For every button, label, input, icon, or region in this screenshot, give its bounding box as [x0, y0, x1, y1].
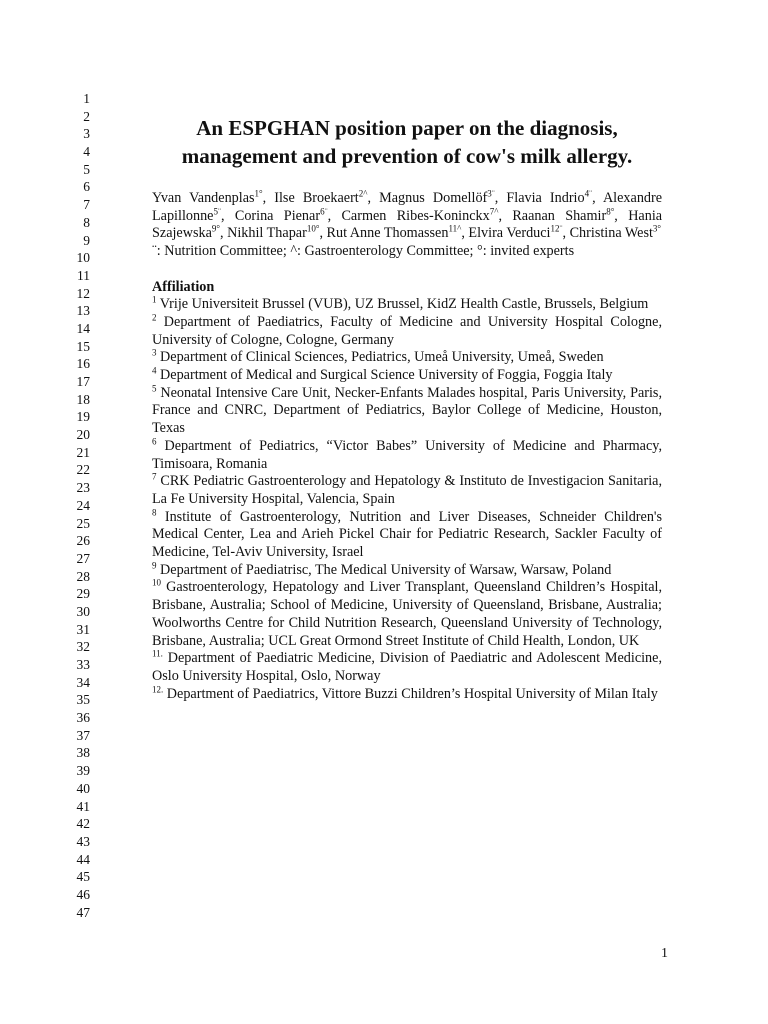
affiliation-number: 5 [152, 382, 157, 393]
affiliation-text: Vrije Universiteit Brussel (VUB), UZ Brussel, KidZ Health Castle, Brussels, Belgium [156, 296, 649, 313]
author-separator: , [494, 190, 507, 206]
affiliation-item [152, 579, 662, 650]
affiliation-item [152, 650, 662, 685]
line-number: 18 [76, 391, 90, 407]
author-separator: , [498, 207, 513, 224]
authors-paragraph [152, 190, 662, 243]
affiliation-heading: Affiliation [152, 278, 215, 295]
line-number: 34 [76, 674, 90, 690]
title-line-2: management and prevention of cow's milk allergy. [181, 144, 633, 168]
author-affiliation-mark: 6¨ [320, 205, 328, 216]
affiliation-text: Department of Medical and Surgical Science University of Foggia, Foggia Italy [156, 367, 613, 384]
line-numbers [40, 90, 90, 921]
affiliation-number: 12. [152, 683, 164, 694]
line-number: 46 [76, 886, 90, 902]
line-number: 38 [76, 745, 90, 761]
author-affiliation-mark: 12¨ [550, 223, 563, 234]
line-number: 26 [76, 533, 90, 549]
line-number: 10 [76, 250, 90, 266]
line-number: 14 [76, 320, 90, 336]
line-number: 23 [76, 480, 90, 496]
line-number: 47 [76, 904, 90, 920]
affiliation-number: 7 [152, 471, 157, 482]
line-number: 25 [76, 515, 90, 531]
line-number: 36 [76, 710, 90, 726]
affiliation-text: Institute of Gastroenterology, Nutrition and Liver Diseases, Schneider Children's Medical Center, Lea and Arieh Pickel Chair for Pediatric Research, Sackler Faculty of Medicine, Tel-Aviv University, Israel [152, 508, 662, 561]
affiliation-text: Department of Paediatric Medicine, Division of Paediatric and Adolescent Medicine, Oslo University Hospital, Oslo, Norway [152, 650, 662, 684]
author-affiliation-mark: 3° [652, 223, 662, 234]
line-number: 27 [76, 550, 90, 566]
line-number: 17 [76, 374, 90, 389]
author-affiliation-mark: 10° [306, 223, 320, 234]
author-name: Ilse Broekaert [274, 190, 359, 206]
affiliation-item [152, 473, 662, 508]
line-number: 40 [76, 780, 90, 796]
author-name: Magnus Domellöf [379, 190, 488, 206]
author-affiliation-mark: 1° [254, 188, 263, 199]
line-number: 3 [83, 126, 90, 142]
page-number: 1 [661, 946, 668, 961]
line-number: 13 [76, 303, 90, 319]
paper-title [152, 114, 662, 170]
affiliation-item [152, 349, 662, 367]
affiliation-text: Department of Clinical Sciences, Pediatrics, Umeå University, Umeå, Sweden [156, 349, 604, 366]
line-number: 41 [76, 798, 90, 814]
author-name: Carmen Ribes-Koninckx [341, 207, 490, 224]
author-separator: , [367, 190, 380, 206]
author-separator: , [220, 207, 235, 224]
author-separator: , [262, 190, 275, 206]
author-name: Hania Szajewska [152, 207, 663, 242]
affiliation-item [152, 296, 662, 314]
author-name: Nikhil Thapar [227, 225, 307, 242]
line-number: 42 [76, 816, 90, 832]
line-number: 24 [76, 497, 90, 513]
line-number: 4 [83, 144, 90, 160]
affiliation-item [152, 367, 662, 385]
line-number: 1 [83, 91, 90, 106]
line-number: 12 [76, 285, 90, 301]
author-name: Raanan Shamir [512, 207, 607, 224]
line-number: 31 [76, 621, 90, 637]
line-number: 33 [76, 657, 90, 672]
line-number: 2 [83, 108, 90, 124]
line-number: 16 [76, 356, 90, 372]
line-number: 5 [83, 161, 90, 177]
author-affiliation-mark: 11^ [448, 223, 462, 234]
affiliation-number: 10 [152, 577, 161, 588]
line-number: 20 [76, 427, 90, 443]
line-number: 22 [76, 462, 90, 478]
line-number: 37 [76, 727, 90, 743]
author-name: Christina West [569, 225, 653, 242]
author-list [152, 190, 662, 261]
manuscript-body [152, 108, 662, 703]
affiliation-number: 8 [152, 506, 157, 517]
line-number: 39 [76, 763, 90, 779]
author-separator: , [562, 225, 570, 242]
line-number: 28 [76, 568, 90, 584]
line-number: 8 [83, 214, 90, 230]
affiliation-number: 2 [152, 312, 157, 323]
author-affiliation-mark: 5¨ [213, 205, 221, 216]
line-number: 21 [76, 444, 90, 460]
affiliation-number: 11. [152, 648, 163, 659]
affiliation-item [152, 683, 662, 704]
author-affiliation-mark: 9° [211, 223, 220, 234]
author-name: Yvan Vandenplas [152, 190, 255, 206]
affiliation-list [152, 296, 662, 703]
line-number: 32 [76, 639, 90, 655]
line-number: 45 [76, 869, 90, 885]
line-number: 11 [77, 267, 90, 283]
line-number: 7 [83, 197, 90, 213]
author-affiliation-mark: 7^ [489, 205, 499, 216]
affiliation-number: 3 [152, 347, 157, 358]
affiliation-number: 6 [152, 436, 157, 447]
author-separator: , [327, 207, 342, 224]
line-number: 15 [76, 338, 90, 354]
affiliation-number: 4 [152, 365, 157, 376]
title-line-1: An ESPGHAN position paper on the diagnosis, [196, 116, 618, 140]
line-number: 43 [76, 833, 90, 849]
author-name: Corina Pienar [234, 207, 321, 224]
line-number: 6 [83, 179, 90, 195]
affiliation-item [152, 382, 662, 438]
author-separator: , [461, 225, 469, 242]
affiliation-item [152, 438, 662, 473]
affiliation-text: Neonatal Intensive Care Unit, Necker-Enfants Malades hospital, Paris University, Paris, France and CNRC, Department of Pediatrics, Baylor College of Medicine, Houston, Texas [152, 384, 662, 437]
author-affiliation-mark: 3¨ [487, 188, 495, 199]
author-separator: , [220, 225, 228, 242]
affiliation-text: Gastroenterology, Hepatology and Liver Transplant, Queensland Children’s Hospital, Brisbane, Australia; School of Medicine, University of Queensland, Brisbane, Australia; Woolworths Centre for Child Nutrition Research, Queensland University of Technology, Brisbane, Australia; UCL Great Ormond Street Institute of Child Health, London, UK [152, 579, 662, 649]
affiliation-item [152, 562, 662, 580]
line-number: 44 [76, 851, 90, 867]
committee-legend: ¨: Nutrition Committee; ^: Gastroenterology Committee; °: invited experts [152, 243, 575, 260]
line-number: 30 [76, 603, 90, 619]
author-affiliation-mark: 2^ [358, 188, 368, 199]
author-separator: , [614, 207, 629, 224]
author-affiliation-mark: 4¨ [584, 188, 593, 199]
author-name: Flavia Indrio [506, 190, 585, 206]
line-number: 29 [76, 586, 90, 602]
affiliation-text: Department of Paediatrics, Vittore Buzzi Children’s Hospital University of Milan Italy [163, 685, 658, 702]
author-name: Rut Anne Thomassen [326, 225, 449, 242]
author-affiliation-mark: 8° [606, 205, 615, 216]
author-name: Alexandre Lapillonne [152, 190, 663, 224]
affiliation-text: Department of Paediatrisc, The Medical University of Warsaw, Warsaw, Poland [156, 561, 612, 578]
author-separator: , [319, 225, 327, 242]
affiliation-text: Department of Pediatrics, “Victor Babes” University of Medicine and Pharmacy, Timisoara, Romania [152, 437, 662, 472]
affiliation-text: Department of Paediatrics, Faculty of Medicine and University Hospital Cologne, University of Cologne, Cologne, Germany [152, 313, 662, 348]
affiliation-text: CRK Pediatric Gastroenterology and Hepatology & Instituto de Investigacion Sanitaria, La Fe University Hospital, Valencia, Spain [152, 473, 662, 507]
line-number: 9 [83, 232, 90, 248]
affiliation-item [152, 506, 662, 562]
author-name: Elvira Verduci [468, 225, 551, 242]
line-number: 19 [76, 409, 90, 425]
affiliation-item [152, 314, 662, 349]
author-separator: , [592, 190, 603, 206]
affiliation-number: 1 [152, 294, 157, 305]
line-number: 35 [76, 692, 90, 708]
affiliation-number: 9 [152, 560, 157, 571]
